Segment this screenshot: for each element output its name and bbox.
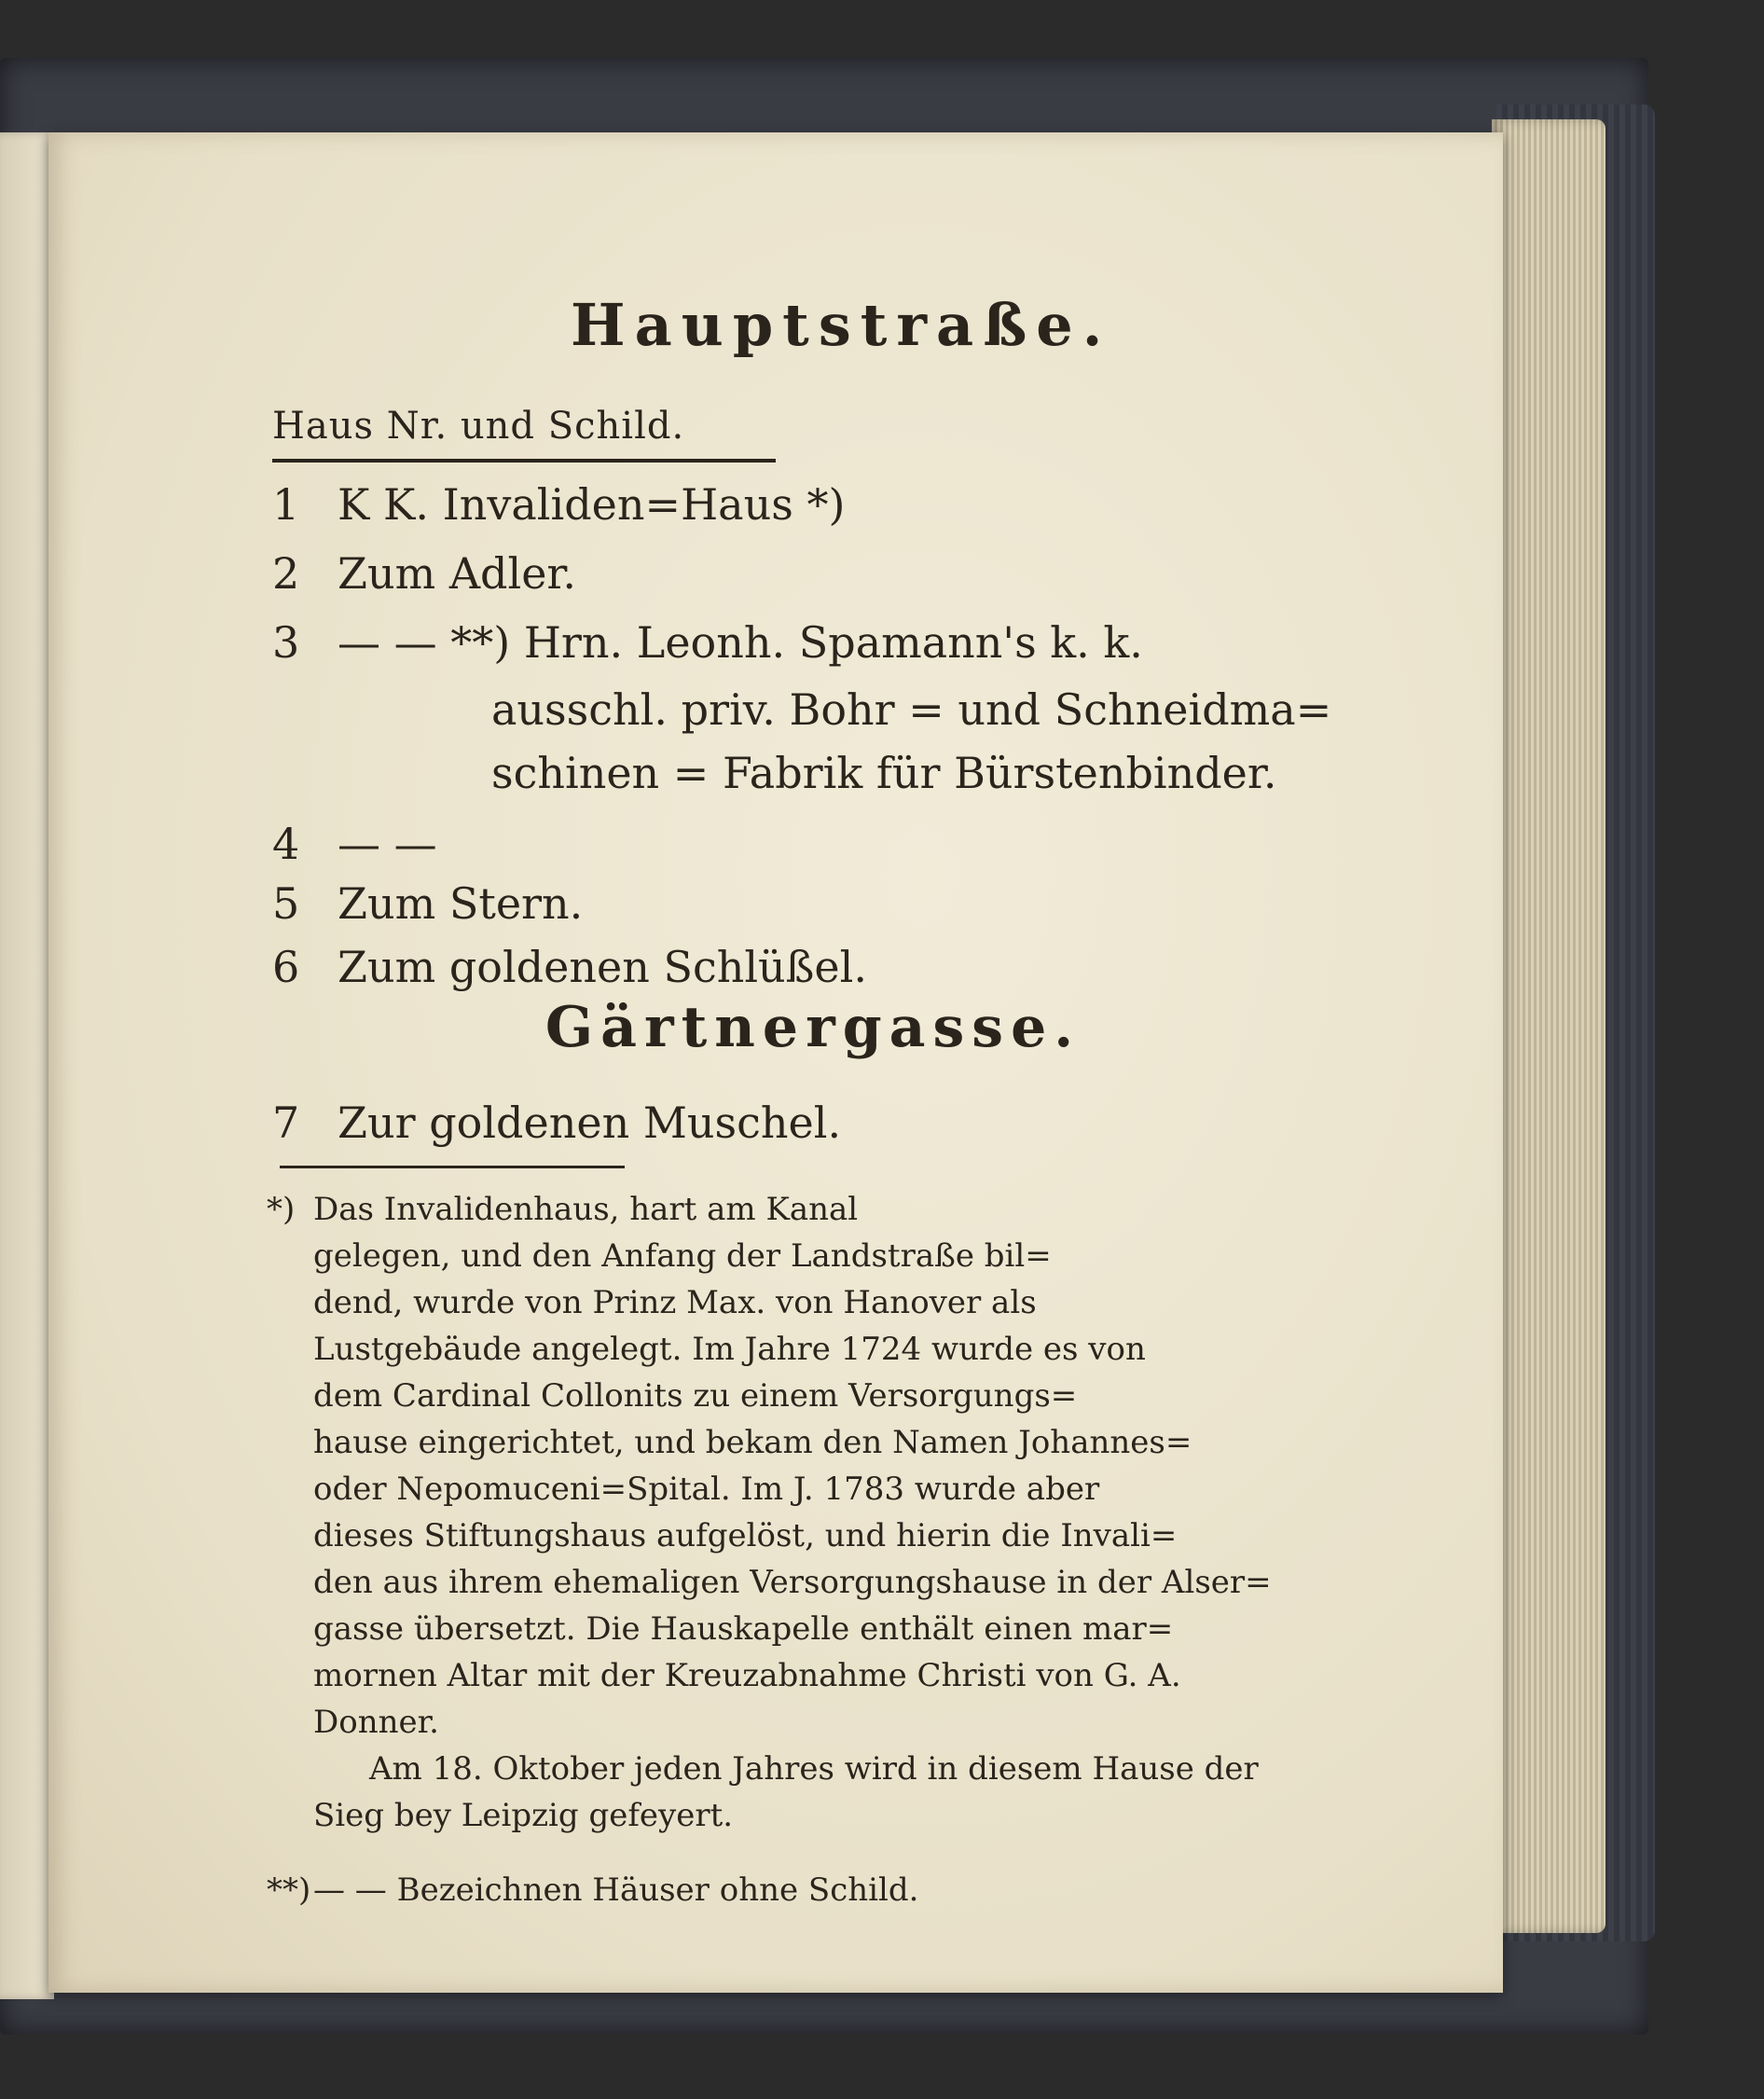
- list-item: [272, 617, 1143, 668]
- page-edges: [1492, 119, 1606, 1933]
- list-item: [272, 819, 437, 869]
- footnote-line: Am 18. Oktober jeden Jahres wird in diesem Hause der: [369, 1750, 1259, 1788]
- house-number: 3: [272, 617, 300, 668]
- house-number: 7: [272, 1098, 300, 1148]
- house-number: 2: [272, 548, 300, 599]
- footnote-line: dem Cardinal Collonits zu einem Versorgungs=: [313, 1377, 1078, 1415]
- house-sign-continuation: schinen = Fabrik für Bürstenbinder.: [491, 748, 1277, 798]
- house-sign: K K. Invaliden=Haus *): [338, 479, 846, 530]
- footnote: [267, 1186, 1339, 1839]
- house-sign: Zur goldenen Muschel.: [338, 1098, 842, 1148]
- footnote-rule: [280, 1166, 625, 1168]
- house-sign: Zum Stern.: [338, 878, 584, 929]
- footnote-line: gelegen, und den Anfang der Landstraße bil=: [313, 1237, 1052, 1275]
- footnote-line: — — Bezeichnen Häuser ohne Schild.: [313, 1871, 919, 1909]
- list-item: [272, 548, 576, 599]
- footnote-line: *) Das Invalidenhaus, hart am Kanal: [313, 1186, 1339, 1233]
- footnote-line: hause eingerichtet, und bekam den Namen Johannes=: [313, 1424, 1192, 1461]
- list-item: [272, 1098, 841, 1148]
- column-heading: Haus Nr. und Schild.: [272, 405, 685, 448]
- book-page: [48, 132, 1503, 1993]
- footnote-line: mornen Altar mit der Kreuzabnahme Christi von G. A.: [313, 1657, 1181, 1694]
- list-item: [272, 942, 867, 992]
- footnote-line: Lustgebäude angelegt. Im Jahre 1724 wurde es von: [313, 1331, 1146, 1368]
- house-number: 6: [272, 942, 300, 992]
- footnote-line: dend, wurde von Prinz Max. von Hanover als: [313, 1284, 1037, 1321]
- footnote-line: Sieg bey Leipzig gefeyert.: [313, 1797, 734, 1834]
- footnote-line: oder Nepomuceni=Spital. Im J. 1783 wurde aber: [313, 1471, 1100, 1508]
- house-sign: — — **) Hrn. Leonh. Spamann's k. k.: [338, 617, 1143, 668]
- house-sign: Zum goldenen Schlüßel.: [338, 942, 867, 992]
- footnote-mark: **): [267, 1871, 311, 1909]
- list-item: [272, 878, 583, 929]
- footnote-line: den aus ihrem ehemaligen Versorgungshause in der Alser=: [313, 1564, 1272, 1601]
- left-page-edge: [0, 132, 54, 1999]
- footnote-line: gasse übersetzt. Die Hauskapelle enthält einen mar=: [313, 1610, 1174, 1648]
- house-sign: Zum Adler.: [338, 548, 576, 599]
- house-sign: — —: [338, 819, 437, 869]
- house-sign-continuation: ausschl. priv. Bohr = und Schneidma=: [491, 684, 1332, 735]
- page-title: Hauptstraße.: [571, 291, 1112, 359]
- house-number: 5: [272, 878, 300, 929]
- footnote-mark: *): [267, 1191, 296, 1228]
- heading-rule: [272, 459, 776, 463]
- footnote: [267, 1867, 1339, 1913]
- footnote-line: Donner.: [313, 1704, 439, 1741]
- house-number: 1: [272, 479, 300, 530]
- footnote-line: dieses Stiftungshaus aufgelöst, und hierin die Invali=: [313, 1517, 1178, 1554]
- section-title: Gärtnergasse.: [544, 995, 1082, 1060]
- house-number: 4: [272, 819, 300, 869]
- list-item: [272, 479, 845, 530]
